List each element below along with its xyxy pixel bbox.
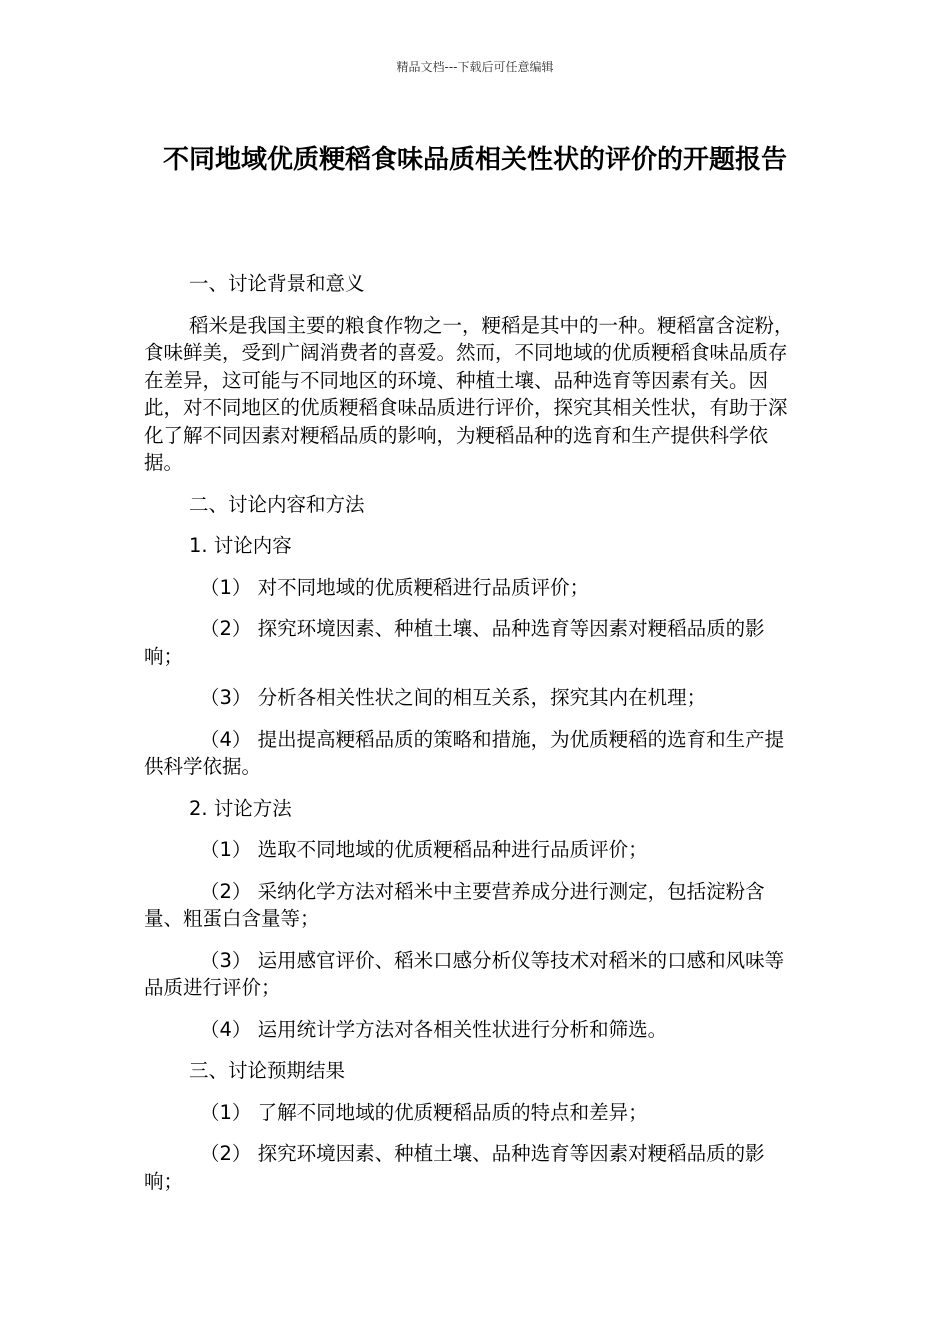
list-item: （1） 对不同地域的优质粳稻进行品质评价； xyxy=(200,575,590,599)
list-item: （4） 提出提高粳稻品质的策略和措施，为优质粳稻的选育和生产提供科学依据。 xyxy=(144,727,785,778)
list-item: （3） 分析各相关性状之间的相互关系，探究其内在机理； xyxy=(200,686,707,709)
subheading-method: 2. 讨论方法 xyxy=(189,796,292,820)
list-item: （2） 探究环境因素、种植土壤、品种选育等因素对粳稻品质的影响； xyxy=(144,1142,765,1193)
section-heading-content-method: 二、讨论内容和方法 xyxy=(189,492,365,516)
list-item: （3） 运用感官评价、稻米口感分析仪等技术对稻米的口感和风味等品质进行评价； xyxy=(144,948,785,999)
list-item: （4） 运用统计学方法对各相关性状进行分析和筛选。 xyxy=(200,1017,668,1041)
subheading-content: 1. 讨论内容 xyxy=(189,534,292,557)
list-item: （1） 选取不同地域的优质粳稻品种进行品质评价； xyxy=(200,838,648,861)
document-body xyxy=(144,270,796,1209)
list-item: （1） 了解不同地域的优质粳稻品质的特点和差异； xyxy=(200,1100,648,1124)
paragraph-background: 稻米是我国主要的粮食作物之一，粳稻是其中的一种。粳稻富含淀粉，食味鲜美，受到广阔消费者的喜爱。然而，不同地域的优质粳稻食味品质存在差异，这可能与不同地区的环境、种植土壤、品种选育等因素有关。因此，对不同地区的优质粳稻食味品质进行评价，探究其相关性状，有助于深化了解不同因素对粳稻品质的影响，为粳稻品种的选育和生产提供科学依据。 xyxy=(144,313,794,474)
header-note: 精品文档---下载后可任意编辑 xyxy=(396,60,554,74)
list-item: （2） 采纳化学方法对稻米中主要营养成分进行测定，包括淀粉含量、粗蛋白含量等； xyxy=(144,879,765,930)
list-item: （2） 探究环境因素、种植土壤、品种选育等因素对粳稻品质的影响； xyxy=(144,617,765,668)
document-title: 不同地域优质粳稻食味品质相关性状的评价的开题报告 xyxy=(162,145,787,175)
section-heading-expected-results: 三、讨论预期结果 xyxy=(189,1059,346,1082)
section-heading-background: 一、讨论背景和意义 xyxy=(189,272,365,295)
